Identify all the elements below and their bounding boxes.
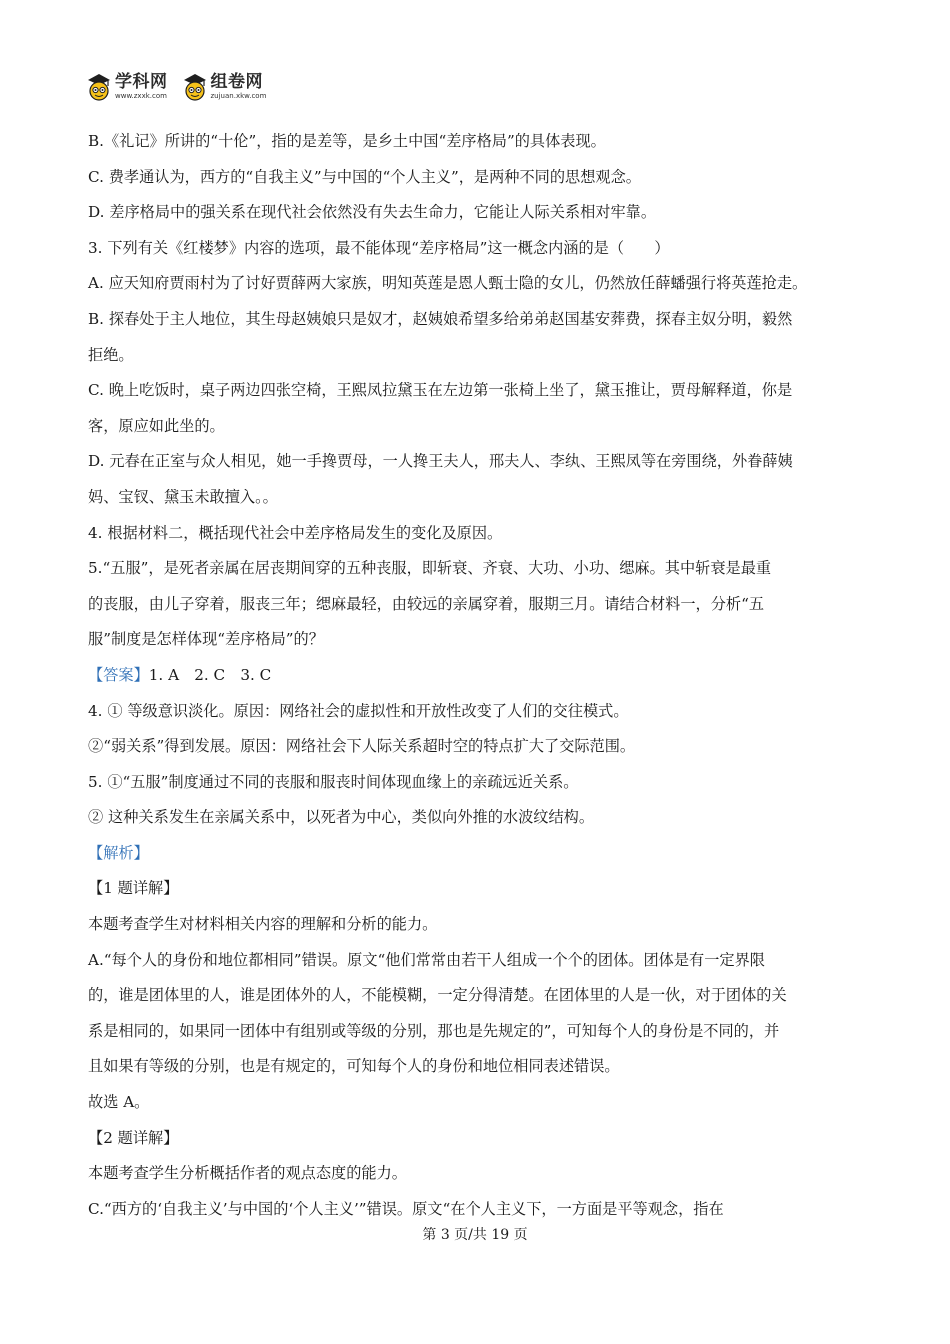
text-line: ② 这种关系发生在亲属关系中，以死者为中心，类似向外推的水波纹结构。 [88,808,595,827]
logo-name: 组卷网 [210,72,263,92]
text-line: 的丧服，由儿子穿着，服丧三年；缌麻最轻，由较远的亲属穿着，服期三月。请结合材料一，分析“五 [88,594,765,613]
analysis-line [88,836,878,872]
text-line: A. 应天知府贾雨村为了讨好贾薛两大家族，明知英莲是恩人甄士隐的女儿，仍然放任薛蟠强行将英莲抢走。 [88,274,808,293]
header-logos [86,70,266,104]
text-line: B. 探春处于主人地位，其生母赵姨娘只是奴才，赵姨娘希望多给弟弟赵国基安葬费，探春主奴分明，毅然 [88,309,793,328]
section-heading: 【2 题详解】 [88,1128,179,1147]
logo-zujuan[interactable] [182,72,267,102]
text-line: 客，原应如此坐的。 [88,416,225,435]
text-line: C. 晚上吃饭时，桌子两边四张空椅，王熙凤拉黛玉在左边第一张椅上坐了，黛玉推让，贾母解释道，你是 [88,381,793,400]
text-line: A.“每个人的身份和地位都相同”错误。原文“他们常常由若干人组成一个个的团体。团体是有一定界限 [88,950,765,969]
text-line: 妈、宝钗、黛玉未敢擅入。。 [88,487,278,506]
text-line: C. 费孝通认为，西方的“自我主义”与中国的“个人主义”，是两种不同的思想观念。 [88,167,641,186]
text-line: 系是相同的，如果同一团体中有组别或等级的分别，那也是先规定的”，可知每个人的身份是不同的，并 [88,1021,780,1040]
text-line: 4. ① 等级意识淡化。原因：网络社会的虚拟性和开放性改变了人们的交往模式。 [88,701,629,720]
question-3: 3. 下列有关《红楼梦》内容的选项，最不能体现“差序格局”这一概念内涵的是（ ） [88,238,670,257]
text-line: 本题考查学生对材料相关内容的理解和分析的能力。 [88,915,438,934]
page-footer: 第 3 页/共 19 页 [422,1227,528,1243]
text-line: 5. ①“五服”制度通过不同的丧服和服丧时间体现血缘上的亲疏远近关系。 [88,772,579,791]
document-body [88,124,878,1227]
text-line: D. 元春在正室与众人相见，她一手搀贾母，一人搀王夫人，邢夫人、李纨、王熙凤等在旁围绕，外眷薛姨 [88,452,793,471]
answer-line: 【答案】1. A 2. C 3. C [88,665,272,684]
text-line: C.“西方的‘自我主义’与中国的‘个人主义’”错误。原文“在个人主义下，一方面是平等观念，指在 [88,1199,724,1218]
mascot-icon [182,72,208,102]
text-line: 本题考查学生分析概括作者的观点态度的能力。 [88,1164,407,1183]
answer-label: 【答案】 [88,665,149,684]
text-line: 且如果有等级的分别，也是有规定的，可知每个人的身份和地位相同表述错误。 [88,1057,620,1076]
text-line: ②“弱关系”得到发展。原因：网络社会下人际关系超时空的特点扩大了交际范围。 [88,737,636,756]
text-line: B.《礼记》所讲的“十伦”，指的是差等，是乡土中国“差序格局”的具体表现。 [88,132,606,150]
text-line: 的，谁是团体里的人，谁是团体外的人，不能模糊，一定分得清楚。在团体里的人是一伙，对于团体的关 [88,986,787,1005]
text-line: D. 差序格局中的强关系在现代社会依然没有失去生命力，它能让人际关系相对牢靠。 [88,203,657,222]
section-heading: 【1 题详解】 [88,879,179,898]
question-5: 5.“五服”，是死者亲属在居丧期间穿的五种丧服，即斩衰、齐衰、大功、小功、缌麻。其中斩衰是最重 [88,559,772,578]
logo-name: 学科网 [115,72,168,92]
logo-xueke[interactable] [86,72,168,102]
mascot-icon [86,72,112,102]
text-line: 拒绝。 [88,345,134,364]
logo-url: www.zxxk.com [115,92,167,100]
analysis-label: 【解析】 [88,843,149,862]
question-4: 4. 根据材料二，概括现代社会中差序格局发生的变化及原因。 [88,523,503,542]
text-line: 服”制度是怎样体现“差序格局”的？ [88,630,324,649]
text-line: 故选 A。 [88,1093,150,1112]
logo-url: zujuan.xkw.com [210,92,267,100]
